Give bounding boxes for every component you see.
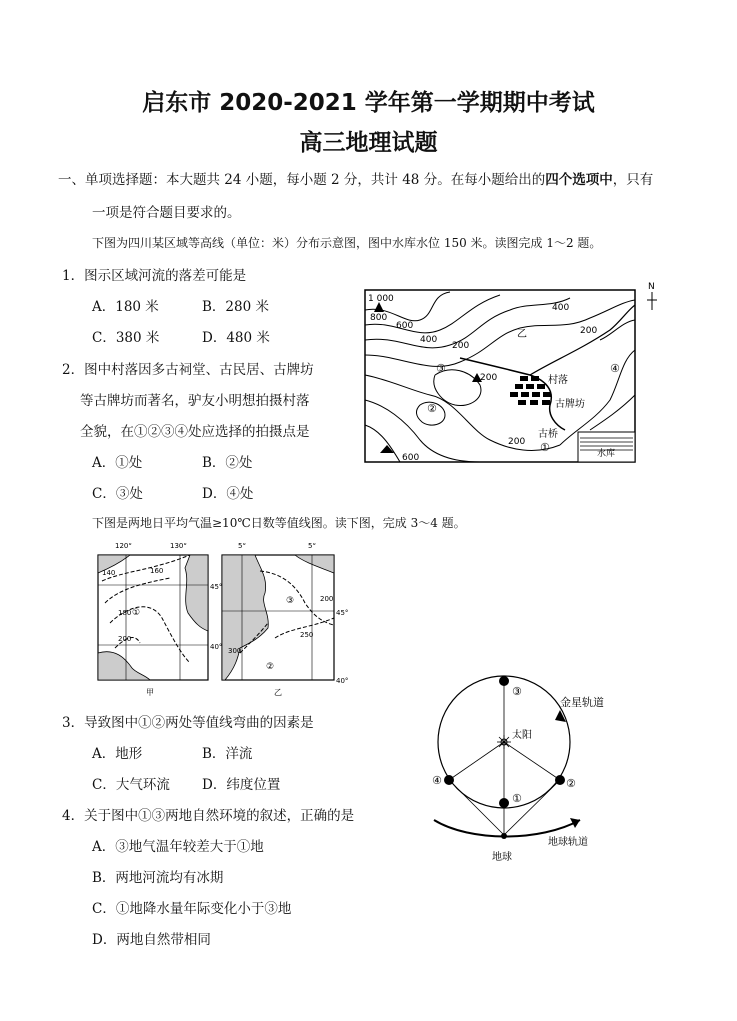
- section-heading-line2: 一项是符合题目要求的。: [92, 205, 241, 221]
- label-earth-orbit: 地球轨道: [548, 837, 588, 848]
- q3-option-d[interactable]: D．纬度位置: [202, 777, 281, 793]
- label-contour: 200: [452, 341, 470, 351]
- jia-c140: 140: [102, 569, 116, 577]
- yi-point-3: ③: [286, 596, 295, 606]
- jia-c200: 200: [118, 635, 132, 643]
- label-p2: ②: [566, 777, 576, 790]
- point-4: ④: [610, 362, 620, 375]
- yi-lat1: 45°: [336, 609, 349, 617]
- label-contour: 200: [580, 326, 598, 336]
- venus-orbit-diagram: [420, 670, 640, 870]
- yi-lat2: 40°: [336, 677, 349, 685]
- venus-position-4: [444, 775, 454, 785]
- label-sun: 太阳: [512, 730, 532, 741]
- earth-orbit: [434, 820, 580, 837]
- label-peak: 1 000: [368, 294, 394, 304]
- yi-c200: 200: [320, 595, 334, 603]
- yi-point-2: ②: [266, 662, 275, 672]
- label-contour: 400: [420, 335, 438, 345]
- point-1: ①: [540, 441, 550, 454]
- map-yi: [222, 543, 348, 697]
- label-village: 村落: [548, 375, 568, 386]
- yi-c300: 300: [228, 647, 242, 655]
- label-bridge: 古桥: [538, 429, 558, 440]
- label-p3: ③: [512, 685, 522, 698]
- label-contour: 600: [396, 321, 414, 331]
- label-arch: 古牌坊: [555, 399, 585, 410]
- yi-lon1: 5°: [238, 543, 246, 550]
- q4-stem: 4．关于图中①③两地自然环境的叙述，正确的是: [62, 808, 355, 824]
- earth-icon: [501, 833, 507, 839]
- q4-option-d[interactable]: D．两地自然带相同: [92, 932, 211, 948]
- q2-stem-line3: 全貌，在①②③④处应选择的拍摄点是: [80, 424, 310, 440]
- q4-option-c[interactable]: C．①地降水量年际变化小于③地: [92, 901, 292, 917]
- q1-stem: 1．图示区域河流的落差可能是: [62, 268, 247, 284]
- q1-option-b[interactable]: B．280 米: [202, 299, 269, 315]
- exam-title: 启东市 2020-2021 学年第一学期期中考试: [142, 90, 595, 116]
- label-reservoir: 水库: [597, 449, 616, 459]
- yi-c250: 250: [300, 631, 314, 639]
- label-venus-orbit: 金星轨道: [560, 696, 604, 709]
- q1-option-a[interactable]: A．180 米: [92, 299, 159, 315]
- q2-option-c[interactable]: C．③处: [92, 486, 143, 502]
- q4-option-a[interactable]: A．③地气温年较差大于①地: [92, 839, 264, 855]
- label-contour: 600: [402, 453, 420, 463]
- q3-option-a[interactable]: A．地形: [92, 746, 143, 762]
- label-contour: 400: [552, 303, 570, 313]
- intro-map2: 下图是两地日平均气温≥10℃日数等值线图。读下图，完成 3～4 题。: [92, 516, 466, 530]
- q1-option-d[interactable]: D．480 米: [202, 330, 270, 346]
- jia-c160: 160: [150, 567, 164, 575]
- label-contour: 200: [508, 437, 526, 447]
- point-2: ②: [427, 402, 437, 415]
- point-3: ③: [436, 362, 446, 375]
- section-heading: 一、单项选择题：本大题共 24 小题，每小题 2 分，共计 48 分。在每小题给出的四个选项中，只有: [58, 172, 654, 188]
- jia-point-1: ①: [132, 608, 141, 618]
- exam-subtitle: 高三地理试题: [299, 130, 438, 156]
- yi-lon2: 5°: [308, 543, 316, 550]
- label-contour: 200: [480, 373, 498, 383]
- q2-stem-line1: 2．图中村落因多古祠堂、古民居、古牌坊: [62, 362, 314, 378]
- venus-position-3: [499, 676, 509, 686]
- label-earth: 地球: [492, 852, 512, 863]
- q2-stem-line2: 等古牌坊而著名，驴友小明想拍摄村落: [80, 393, 310, 409]
- jia-caption: 甲: [146, 688, 154, 697]
- q2-option-a[interactable]: A．①处: [92, 455, 143, 471]
- label-river: 乙: [517, 329, 527, 340]
- q2-option-b[interactable]: B．②处: [202, 455, 253, 471]
- contour-map: [360, 280, 670, 465]
- q1-option-c[interactable]: C．380 米: [92, 330, 160, 346]
- q4-option-b[interactable]: B．两地河流均有冰期: [92, 870, 224, 886]
- isoline-maps: [90, 543, 350, 698]
- jia-c180: 180: [118, 609, 132, 617]
- jia-lon1: 120°: [115, 543, 132, 550]
- intro-map1: 下图为四川某区域等高线（单位：米）分布示意图，图中水库水位 150 米。读图完成 1～2 题。: [92, 236, 602, 250]
- earth-orbit-arrow-icon: [570, 818, 580, 828]
- label-p4: ④: [432, 774, 442, 787]
- north-label: N: [648, 282, 655, 292]
- jia-lat2: 40°: [210, 643, 223, 651]
- map-jia: [98, 543, 222, 697]
- jia-lon2: 130°: [170, 543, 187, 550]
- label-contour: 800: [370, 313, 388, 323]
- label-p1: ①: [512, 792, 522, 805]
- q2-option-d[interactable]: D．④处: [202, 486, 254, 502]
- q3-option-c[interactable]: C．大气环流: [92, 777, 170, 793]
- yi-caption: 乙: [274, 688, 282, 697]
- venus-position-1: [499, 798, 509, 808]
- jia-lat1: 45°: [210, 583, 223, 591]
- q3-option-b[interactable]: B．洋流: [202, 746, 253, 762]
- q3-stem: 3．导致图中①②两处等值线弯曲的因素是: [62, 715, 314, 731]
- venus-position-2: [555, 775, 565, 785]
